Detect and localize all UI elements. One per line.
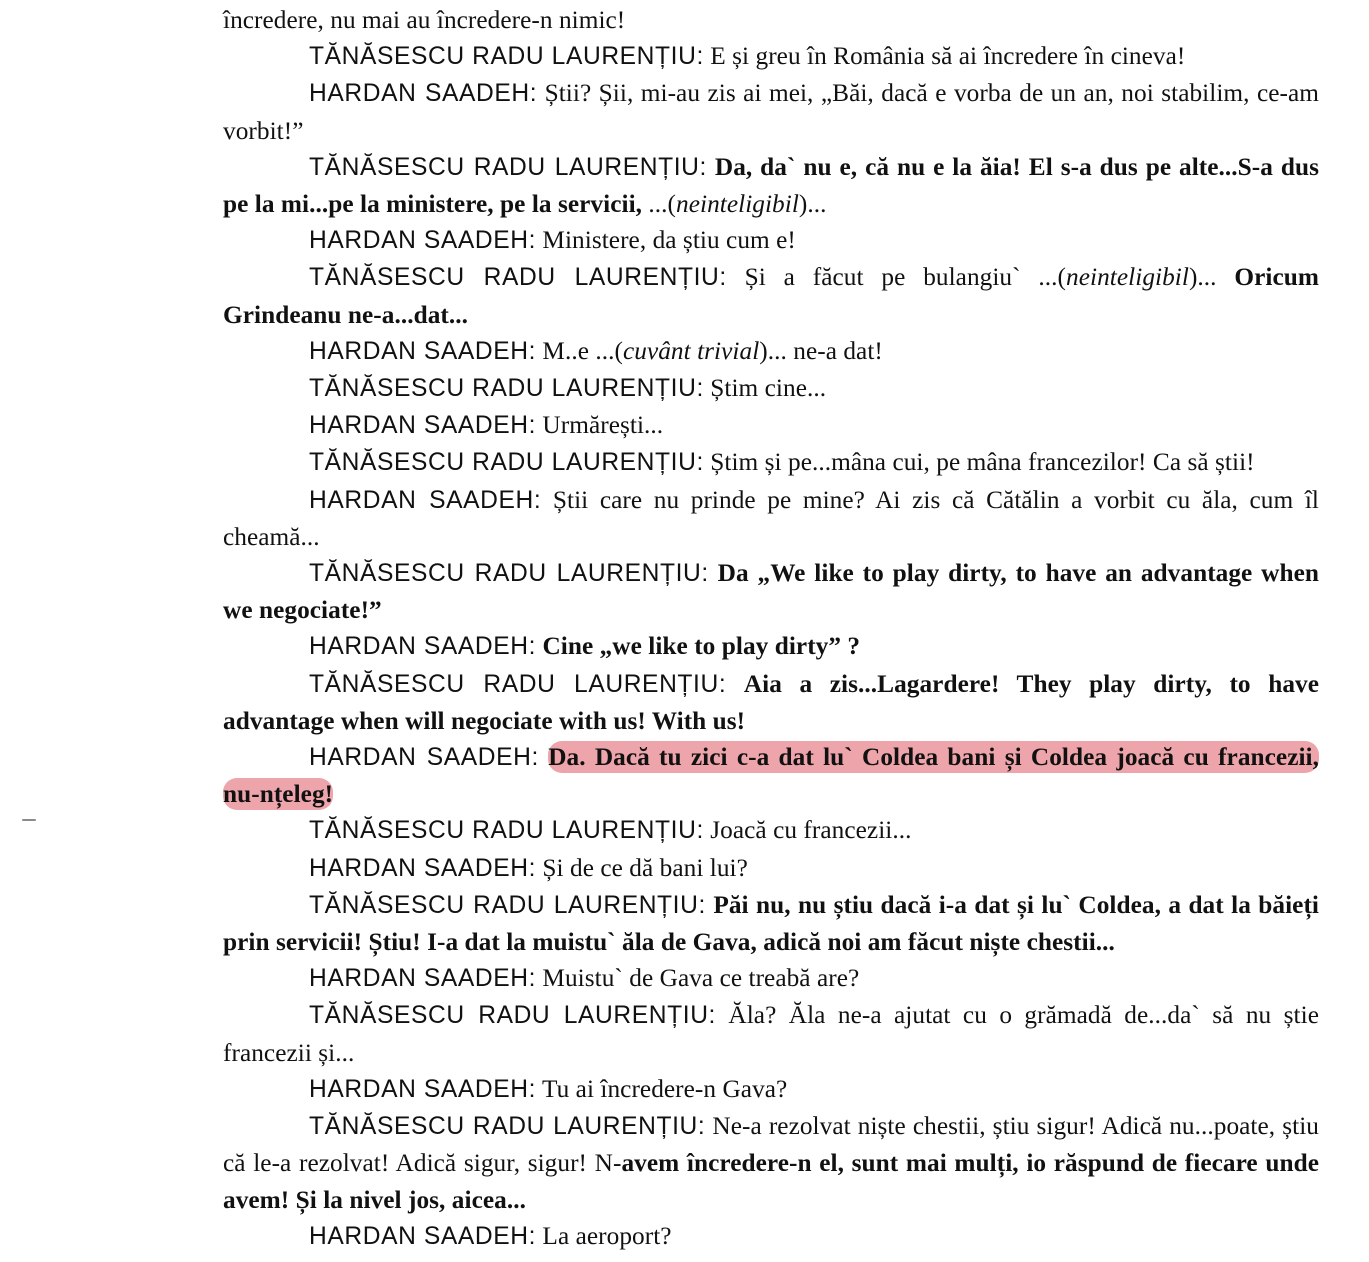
- speaker-name: HARDAN SAADEH:: [309, 965, 537, 993]
- dialogue-line: [223, 555, 1319, 628]
- speaker-name: HARDAN SAADEH:: [309, 412, 537, 440]
- dialogue-line: [223, 812, 1319, 849]
- dialogue-text: Știi? Șii, mi-au zis ai mei, „Băi, dacă e vorba de un an, noi stabilim, ce-am vorbit!”: [223, 79, 1319, 145]
- speaker-name: HARDAN SAADEH:: [309, 633, 537, 661]
- dialogue-line: [223, 444, 1319, 481]
- speaker-name: TĂNĂSESCU RADU LAURENȚIU:: [309, 153, 707, 181]
- speaker-name: TĂNĂSESCU RADU LAURENȚIU:: [309, 560, 709, 588]
- dialogue-line: [223, 997, 1319, 1070]
- speaker-name: HARDAN SAADEH:: [309, 854, 537, 882]
- speaker-name: HARDAN SAADEH:: [309, 1075, 537, 1103]
- dialogue-text: Știm cine...: [703, 374, 827, 403]
- speaker-name: TĂNĂSESCU RADU LAURENȚIU:: [309, 817, 704, 845]
- speaker-name: TĂNĂSESCU RADU LAURENȚIU:: [309, 670, 727, 698]
- dialogue-line: [223, 739, 1319, 812]
- emphasized-text: Da, da` nu e, că nu e la ăia! El s-a dus pe alte...S-a dus pe la mi...pe la ministere, pe la servicii,: [223, 152, 1320, 219]
- dialogue-text: )... ne-a dat!: [759, 336, 883, 365]
- dialogue-line: [223, 887, 1319, 960]
- speaker-name: TĂNĂSESCU RADU LAURENȚIU:: [309, 43, 704, 71]
- dialogue-line: [223, 38, 1319, 75]
- editorial-note: cuvânt trivial: [622, 336, 760, 365]
- speaker-name: TĂNĂSESCU RADU LAURENȚIU:: [309, 1113, 706, 1141]
- dialogue-line: [223, 666, 1319, 739]
- dialogue-text: Tu ai încredere-n Gava?: [536, 1074, 788, 1103]
- dialogue-line: [223, 259, 1319, 332]
- dialogue-text: [726, 670, 744, 698]
- dialogue-text: )...: [1188, 263, 1235, 292]
- speaker-name: TĂNĂSESCU RADU LAURENȚIU:: [309, 375, 704, 403]
- speaker-name: HARDAN SAADEH:: [309, 337, 537, 365]
- transcript-page: [223, 2, 1319, 1255]
- editorial-note: neinteligibil: [1066, 263, 1189, 292]
- dialogue-line: [223, 960, 1319, 997]
- speaker-name: TĂNĂSESCU RADU LAURENȚIU:: [309, 449, 704, 477]
- dialogue-line: [223, 75, 1319, 148]
- emphasized-text: avem încredere-n el, sunt mai mulți, io răspund de fiecare unde avem! Și la nivel jos, aicea...: [223, 1149, 1319, 1214]
- dialogue-text: Ăla? Ăla ne-a ajutat cu o grămadă de...da` să nu știe francezii și...: [223, 1001, 1319, 1067]
- highlighted-text: Da. Dacă tu zici c-a dat lu` Coldea bani și Coldea joacă cu francezii, nu-nțeleg!: [223, 743, 1320, 809]
- dialogue-text: M..e ...(: [536, 336, 623, 365]
- editorial-note: neinteligibil: [676, 190, 799, 219]
- dialogue-text: Ministere, da știu cum e!: [536, 226, 796, 255]
- dialogue-text: Și de ce dă bani lui?: [536, 853, 748, 882]
- dialogue-line: [223, 407, 1319, 444]
- speaker-name: TĂNĂSESCU RADU LAURENȚIU:: [309, 1002, 716, 1030]
- emphasized-text: Păi nu, nu știu dacă i-a dat și lu` Coldea, a dat la băieți prin servicii! Știu! I-a dat la muistu` ăla de Gava, adică noi am făcut niște chestii...: [223, 890, 1319, 957]
- dialogue-text: Urmărești...: [536, 411, 664, 440]
- dialogue-line: [223, 1071, 1319, 1108]
- dialogue-text: La aeroport?: [536, 1221, 672, 1250]
- emphasized-text: Aia a zis...Lagardere! They play dirty, to have advantage when will negociate with us! With us!: [223, 669, 1319, 735]
- dialogue-text: Și a făcut pe bulangiu` ...(: [726, 263, 1067, 292]
- emphasized-text: Da „We like to play dirty, to have an advantage when we negociate!”: [223, 559, 1320, 625]
- dialogue-text: )...: [798, 190, 827, 219]
- dialogue-text: [539, 743, 548, 771]
- dialogue-line: [223, 149, 1319, 222]
- dialogue-text: Știm și pe...mâna cui, pe mâna francezilor! Ca să știi!: [703, 448, 1255, 477]
- dialogue-text: Știi care nu prinde pe mine? Ai zis că Cătălin a vorbit cu ăla, cum îl cheamă...: [223, 485, 1319, 551]
- emphasized-text: Oricum Grindeanu ne-a...dat...: [223, 263, 1319, 329]
- dialogue-text: Joacă cu francezii...: [703, 816, 912, 845]
- dialogue-line: [223, 850, 1319, 887]
- dialogue-text: [707, 153, 715, 181]
- dialogue-text: [709, 559, 718, 587]
- speaker-name: TĂNĂSESCU RADU LAURENȚIU:: [309, 891, 706, 919]
- dialogue-line: [223, 222, 1319, 259]
- speaker-name: HARDAN SAADEH:: [309, 227, 537, 255]
- dialogue-text: Muistu` de Gava ce treabă are?: [536, 964, 860, 993]
- dialogue-text: E și greu în România să ai încredere în cineva!: [703, 42, 1186, 71]
- dialogue-line: [223, 2, 1319, 38]
- dialogue-line: [223, 1108, 1319, 1218]
- speaker-name: TĂNĂSESCU RADU LAURENȚIU:: [309, 264, 727, 292]
- dialogue-line: [223, 482, 1319, 555]
- margin-mark: [22, 819, 36, 821]
- dialogue-text: încredere, nu mai au încredere-n nimic!: [223, 6, 626, 34]
- dialogue-line: [223, 628, 1319, 665]
- emphasized-text: Cine „we like to play dirty” ?: [542, 632, 861, 661]
- speaker-name: HARDAN SAADEH:: [309, 486, 542, 514]
- speaker-name: HARDAN SAADEH:: [309, 80, 538, 108]
- speaker-name: HARDAN SAADEH:: [309, 1222, 537, 1250]
- dialogue-text: Ne-a rezolvat niște chestii, știu sigur! Adică nu...poate, știu că le-a rezolvat! Adică sigur, sigur! N-: [223, 1112, 1319, 1178]
- dialogue-line: [223, 1218, 1319, 1255]
- dialogue-text: ...(: [642, 190, 677, 219]
- dialogue-line: [223, 370, 1319, 407]
- speaker-name: HARDAN SAADEH:: [309, 744, 539, 772]
- dialogue-line: [223, 333, 1319, 370]
